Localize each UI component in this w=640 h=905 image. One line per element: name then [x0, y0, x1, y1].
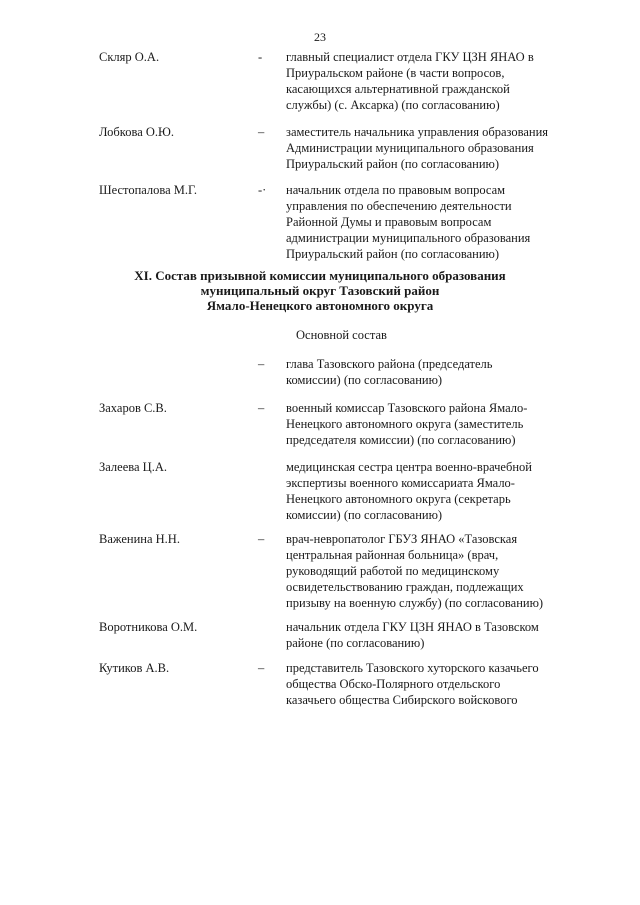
- member-position: медицинская сестра центра военно-врачебной экспертизы военного комиссариата Ямало- Ненецкого автономного округа (секретарь комиссии) (по согласованию): [286, 460, 532, 522]
- dash-separator: -·: [258, 183, 267, 197]
- member-position: главный специалист отдела ГКУ ЦЗН ЯНАО в Приуральском районе (в части вопросов, касающихся альтернативной гражданской службы) (с. Аксарка) (по согласованию): [286, 50, 534, 112]
- member-name: Лобкова О.Ю.: [99, 125, 174, 139]
- member-name: Залеева Ц.А.: [99, 460, 167, 474]
- dash-separator: –: [258, 661, 265, 675]
- member-name: Шестопалова М.Г.: [99, 183, 197, 197]
- member-name: Важенина Н.Н.: [99, 532, 180, 546]
- section-title: XI. Состав призывной комиссии муниципального образования муниципальный округ Тазовский район Ямало-Ненецкого автономного округа: [134, 268, 506, 313]
- member-name: Воротникова О.М.: [99, 620, 198, 634]
- member-name: Захаров С.В.: [99, 401, 167, 415]
- member-position: представитель Тазовского хуторского казачьего общества Обско-Полярного отдельского казачьего общества Сибирского войскового: [286, 661, 539, 707]
- dash-separator: -: [258, 50, 263, 64]
- dash-separator: –: [258, 357, 265, 371]
- member-name: Скляр О.А.: [99, 50, 160, 64]
- member-position: врач-невропатолог ГБУЗ ЯНАО «Тазовская центральная районная больница» (врач, руководящий работой по медицинскому освидетельствованию граждан, подлежащих призыву на военную службу) (по согласованию): [286, 532, 544, 610]
- member-position: военный комиссар Тазовского района Ямало- Ненецкого автономного округа (заместитель председателя комиссии) (по согласованию): [286, 401, 528, 447]
- member-name: Кутиков А.В.: [99, 661, 170, 675]
- dash-separator: –: [258, 125, 265, 139]
- member-position: начальник отдела ГКУ ЦЗН ЯНАО в Тазовском районе (по согласованию): [286, 620, 539, 650]
- member-position: начальник отдела по правовым вопросам управления по обеспечению деятельности Районной Думы и правовым вопросам администрации муниципального образования Приуральский район (по согласованию): [286, 183, 531, 261]
- page-number: 23: [314, 30, 326, 44]
- section-subheading: Основной состав: [296, 328, 387, 342]
- dash-separator: –: [258, 532, 265, 546]
- member-position: заместитель начальника управления образования Администрации муниципального образования Приуральский район (по согласованию): [286, 125, 549, 171]
- member-position: глава Тазовского района (председатель комиссии) (по согласованию): [286, 357, 493, 387]
- dash-separator: –: [258, 401, 265, 415]
